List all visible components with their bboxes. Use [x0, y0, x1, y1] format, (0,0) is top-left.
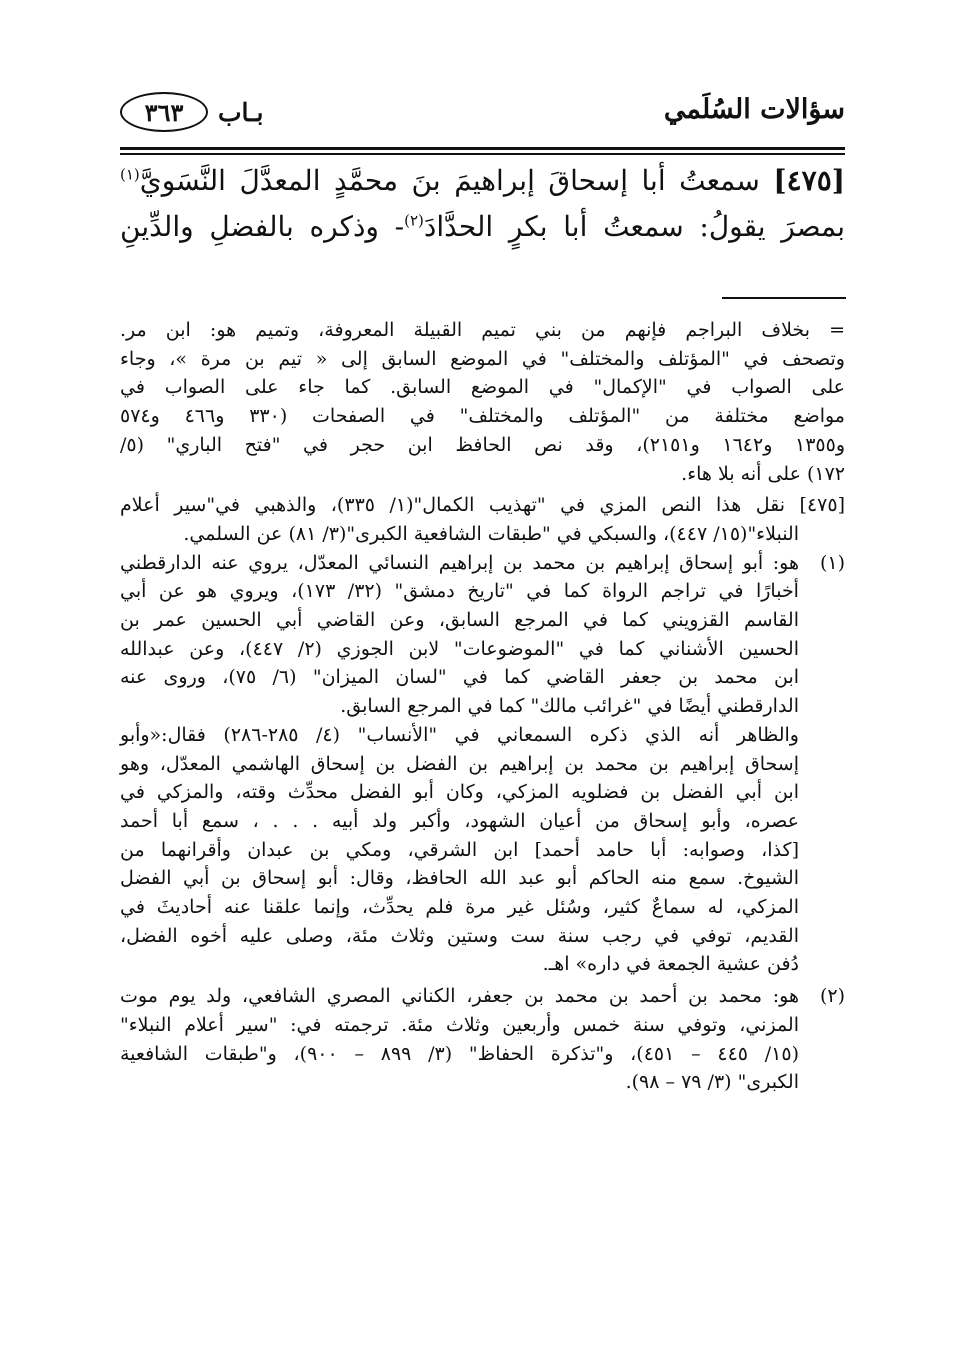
footnote-marker-1: (١)	[120, 165, 140, 184]
fn-line: إسحاق إبراهيم بن محمد بن إبراهيم بن الفضل بن إسحاق الهاشمي المعدّل، وهو	[120, 752, 799, 775]
footnote-separator	[722, 297, 846, 299]
fn-line: الدارقطني أيضًا في "غرائب مالك" كما في المرجع السابق.	[340, 695, 799, 718]
fn-line: على الصواب في "الإكمال" في الموضع السابق. كما جاء على الصواب في	[120, 376, 845, 399]
footnote-2	[120, 982, 845, 1097]
footnote-marker-2: (٢)	[404, 211, 424, 230]
main-text-line2-start: بمصرَ يقولُ: سمعتُ أبا بكرٍ الحدَّادَ	[423, 210, 845, 243]
fn-line: هو: محمد بن أحمد بن محمد بن جعفر، الكناني المصري الشافعي، ولد يوم موت	[120, 985, 799, 1008]
fn-line: الكبرى" (٣/ ٧٩ – ٩٨).	[625, 1071, 799, 1094]
fn-line: = بخلاف البراجم فإنهم من بني تميم القبيلة المعروفة، وتميم هو: ابن مر.	[120, 319, 845, 341]
fn-line: ١٧٢) على أنه بلا هاء.	[681, 462, 845, 485]
main-line-1	[120, 158, 845, 204]
entry-number: [٤٧٥]	[773, 164, 845, 197]
fn-line: عصره، وأبو إسحاق من أعيان الشهود، وأكبر ولد أبيه . . . ، سمع أبا أحمد	[120, 809, 799, 832]
header-rule-thin	[120, 153, 845, 155]
chapter-heading	[120, 92, 263, 132]
fn-line: القاسم القزويني كما في المرجع السابق، وعن القاضي أبي الحسين عمر بن	[120, 609, 799, 632]
fn-line: [٤٧٥] نقل هذا النص المزي في "تهذيب الكمال"(١/ ٣٣٥)، والذهبي في"سير أعلام	[120, 494, 845, 517]
main-text-line1: سمعتُ أبا إسحاقَ إبراهيمَ بنَ محمَّدٍ المعدَّلَ النَّسَويَّ	[139, 164, 760, 197]
chapter-label: بـاب	[218, 97, 264, 127]
footnote-2-label: (٢)	[819, 985, 845, 1008]
page-number: ٣٦٣	[120, 92, 208, 132]
fn-line: القديم، توفي في رجب سنة ست وستين وثلاث مئة، وصلى عليه أخوه الفضل،	[120, 924, 799, 947]
fn-line: ابن محمد بن جعفر القاضي كما في "لسان الميزان" (٦/ ٧٥)، وروى عنه	[120, 666, 800, 689]
fn-line: المزني، وتوفي سنة خمس وأربعين وثلاث مئة. ترجمته في: "سير أعلام النبلاء"	[120, 1013, 799, 1036]
fn-line: أخبارًا في تراجم الرواة كما في "تاريخ دمشق" (٣٢/ ١٧٣)، ويروي هو عن أبي	[120, 580, 799, 603]
page-header	[120, 92, 845, 142]
fn-line: و١٣٥٥ و١٦٤٢ و٢١٥١)، وقد نص الحافظ ابن حجر في "فتح الباري" (٥/	[120, 433, 846, 456]
footnote-entry-source	[120, 491, 845, 548]
footnotes	[120, 316, 845, 1097]
footnote-1	[120, 549, 845, 980]
footnote-continuation	[120, 316, 845, 488]
main-text	[120, 158, 845, 250]
header-rule-thick	[120, 147, 845, 150]
fn-line: المزكي، له سماعٌ كثير، وسُئل غير مرة فلم يحدِّث، وإنما علقنا عنه أحاديثَ في	[120, 896, 799, 919]
fn-line: مواضع مختلفة من "المؤتلف والمختلف" في الصفحات (٣٣٠ و٤٦٦ و٥٧٤	[120, 405, 845, 428]
fn-line: ابن أبي الفضل بن فضلويه المزكي، وكان أبو الفضل محدِّث وقته، والمزكي في	[120, 781, 799, 804]
fn-line: هو: أبو إسحاق إبراهيم بن محمد بن إبراهيم النسائي المعدّل، يروي عنه الدارقطني	[120, 551, 799, 574]
fn-line: وتصحف في "المؤتلف والمختلف" في الموضع السابق إلى « تيم بن مرة »، وجاء	[120, 347, 845, 370]
book-title: سؤالات السُلَمي	[663, 94, 845, 125]
main-text-line2-end: - وذكره بالفضلِ والدِّينِ	[120, 210, 405, 243]
fn-line: [كذا، وصوابه: أبا حامد أحمد] ابن الشرقي، ومكي بن عبدان وأقرانهما من	[120, 838, 799, 861]
footnote-1-label: (١)	[819, 551, 845, 574]
fn-line: (١٥/ ٤٤٥ – ٤٥١)، و"تذكرة الحفاظ" (٣/ ٨٩٩ – ٩٠٠)، و"طبقات الشافعية	[120, 1042, 799, 1065]
fn-line: الحسين الأشناني كما في "الموضوعات" لابن الجوزي (٢/ ٤٤٧)، وعن عبدالله	[120, 637, 799, 660]
fn-line: والظاهر أنه الذي ذكره السمعاني في "الأنساب" (٤/ ٢٨٥-٢٨٦) فقال:«وأبو	[120, 723, 799, 746]
fn-line: النبلاء"(١٥/ ٤٤٧)، والسبكي في "طبقات الشافعية الكبرى"(٣/ ٨١) عن السلمي.	[183, 522, 799, 545]
fn-line: دُفن عشية الجمعة في داره» اهـ.	[542, 953, 799, 976]
fn-line: الشيوخ. سمع منه الحاكم أبو عبد الله الحافظ، وقال: أبو إسحاق بن أبي الفضل	[120, 867, 799, 890]
main-line-2	[120, 204, 845, 250]
